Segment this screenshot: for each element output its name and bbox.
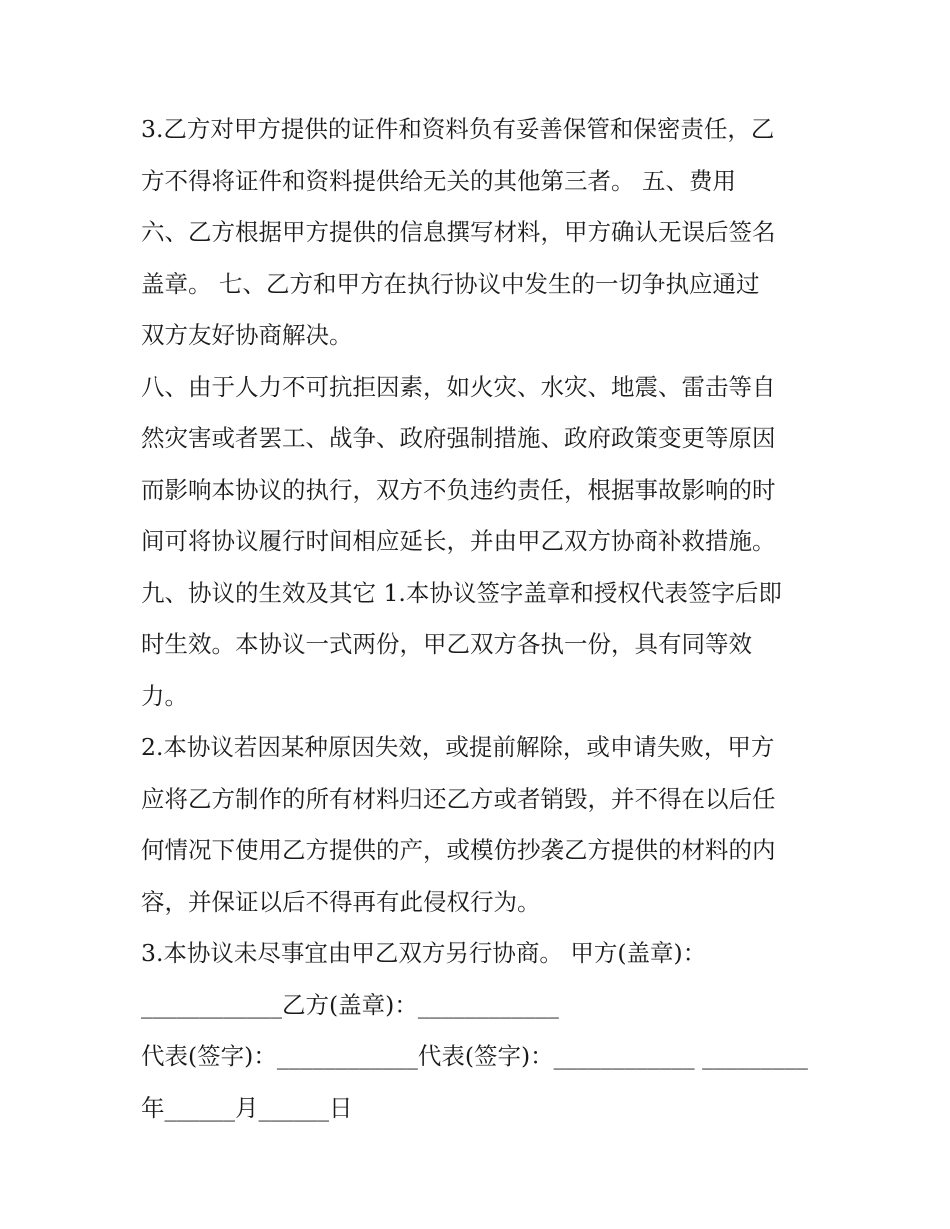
- text-line: 力。: [141, 681, 188, 710]
- text-line: 方不得将证件和资料提供给无关的其他第三者。 五、费用: [141, 166, 736, 195]
- text-line: 然灾害或者罢工、战争、政府强制措施、政府政策变更等原因: [141, 424, 776, 452]
- text-line: 双方友好协商解决。: [141, 321, 353, 349]
- text-line: 何情况下使用乙方提供的产，或模仿抄袭乙方提供的材料的内: [141, 836, 776, 864]
- text-line: 2.本协议若因某种原因失效，或提前解除，或申请失败，甲方: [141, 733, 775, 761]
- signature-line: ____________乙方(盖章)：____________: [141, 990, 559, 1019]
- text-line: 容，并保证以后不得再有此侵权行为。: [141, 887, 541, 916]
- text-line: 八、由于人力不可抗拒因素，如火灾、水灾、地震、雷击等自: [141, 372, 776, 401]
- text-line: 而影响本协议的执行，双方不负违约责任，根据事故影响的时: [141, 475, 776, 504]
- text-line: 九、协议的生效及其它 1.本协议签字盖章和授权代表签字后即: [141, 578, 782, 607]
- signature-line: 代表(签字)：____________代表(签字)：____________ _________: [141, 1042, 808, 1070]
- text-line: 应将乙方制作的所有材料归还乙方或者销毁，并不得在以后任: [141, 784, 776, 813]
- text-line: 3.乙方对甲方提供的证件和资料负有妥善保管和保密责任，乙: [141, 115, 775, 143]
- text-line: 间可将协议履行时间相应延长，并由甲乙双方协商补救措施。: [141, 527, 776, 555]
- text-line: 盖章。 七、乙方和甲方在执行协议中发生的一切争执应通过: [141, 269, 760, 298]
- text-line: 时生效。本协议一式两份，甲乙双方各执一份，具有同等效: [141, 630, 752, 658]
- text-line: 3.本协议未尽事宜由甲乙双方另行协商。 甲方(盖章)：: [141, 939, 707, 967]
- text-line: 六、乙方根据甲方提供的信息撰写材料，甲方确认无误后签名: [141, 218, 776, 246]
- document-body: [141, 104, 813, 1134]
- date-line: 年______月______日: [141, 1093, 353, 1122]
